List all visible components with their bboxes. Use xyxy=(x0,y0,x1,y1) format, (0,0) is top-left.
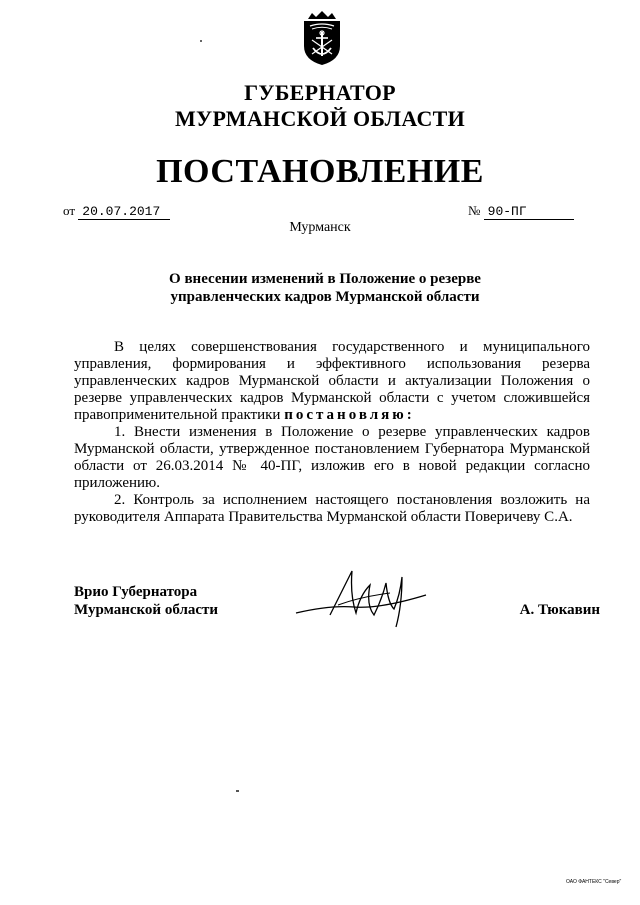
issuer-title-line2: МУРМАНСКОЙ ОБЛАСТИ xyxy=(174,106,466,131)
document-subject: О внесении изменений в Положение о резерве управленческих кадров Мурманской области xyxy=(169,271,481,305)
scan-speck xyxy=(200,40,202,42)
document-body xyxy=(74,339,590,526)
signatory-position-line1: Врио Губернатора xyxy=(74,584,198,600)
scan-speck xyxy=(236,790,239,792)
printer-imprint: ОАО ФАНТЕКС "Север" xyxy=(566,879,622,885)
preamble-text: В целях совершенствования государственного и муниципального управления, формирования и эффективного использования резерва управленческих кадров Мурманской области и актуализации Положения о резерве управленческих кадров Мурманской области с учетом сложившейся правоприменительной практики xyxy=(74,339,590,423)
body-paragraph-preamble xyxy=(74,339,590,424)
signatory-name: А. Тюкавин xyxy=(519,602,600,618)
city-label: Мурманск xyxy=(289,220,351,235)
number-value: 90-ПГ xyxy=(484,204,574,220)
issuer-title-line1: ГУБЕРНАТОР xyxy=(244,80,396,105)
signatory-position xyxy=(74,583,294,619)
date-prefix: от xyxy=(63,203,76,218)
body-paragraph-item-2: 2. Контроль за исполнением настоящего постановления возложить на руководителя Аппарата Правительства Мурманской области Поверичеву С.А. xyxy=(74,492,590,525)
handwritten-signature xyxy=(290,565,430,635)
number-field xyxy=(468,203,574,220)
date-value: 20.07.2017 xyxy=(78,204,170,220)
signatory-position-line2: Мурманской области xyxy=(74,602,219,618)
body-paragraph-item-1: 1. Внести изменения в Положение о резерве управленческих кадров Мурманской области, утвержденное постановлением Губернатора Мурманской области от 26.03.2014 № 40-ПГ, изложив его в новой редакции согласно приложению. xyxy=(74,424,590,491)
date-field xyxy=(63,203,170,220)
document-type-heading: ПОСТАНОВЛЕНИЕ xyxy=(156,153,484,190)
number-prefix: № xyxy=(468,203,481,218)
decree-word: постановляю: xyxy=(284,407,415,423)
coat-of-arms-icon xyxy=(300,10,344,66)
